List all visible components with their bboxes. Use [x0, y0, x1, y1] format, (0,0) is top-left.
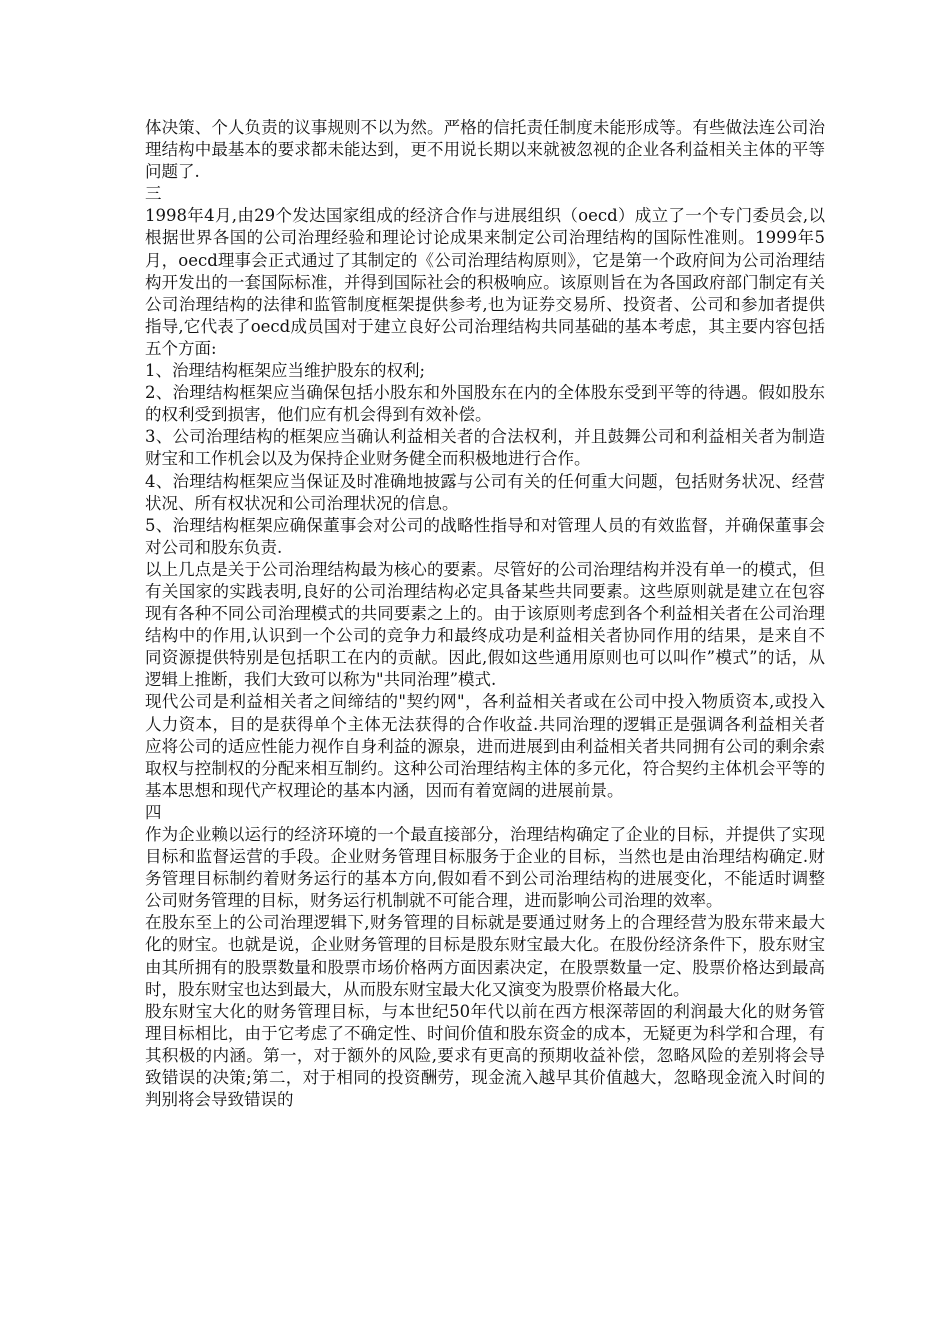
paragraph-governance-goals: 作为企业赖以运行的经济环境的一个最直接部分，治理结构确定了企业的目标，并提供了实现目标和监督运营的手段。企业财务管理目标服务于企业的目标，当然也是由治理结构确定.财务管理目标制约着财务运行的基本方向,假如看不到公司治理结构的进展变化，不能适时调整公司财务管理的目标，财务运行机制就不可能合理，进而影响公司治理的效率。 [145, 825, 825, 911]
paragraph-intro-continuation: 体决策、个人负责的议事规则不以为然。严格的信托责任制度未能形成等。有些做法连公司治理结构中最基本的要求都未能达到，更不用说长期以来就被忽视的企业各利益相关主体的平等问题了. [145, 118, 825, 182]
paragraph-contract-network: 现代公司是利益相关者之间缔结的"契约网"，各利益相关者或在公司中投入物质资本,或投入人力资本，目的是获得单个主体无法获得的合作收益.共同治理的逻辑正是强调各利益相关者应将公司的适应性能力视作自身利益的源泉，进而进展到由利益相关者共同拥有公司的剩余索取权与控制权的分配来相互制约。这种公司治理结构主体的多元化，符合契约主体机会平等的基本思想和现代产权理论的基本内涵，因而有着宽阔的进展前景。 [145, 692, 825, 800]
list-item-1: 1、治理结构框架应当维护股东的权利; [145, 361, 426, 381]
list-item-4: 4、治理结构框架应当保证及时准确地披露与公司有关的任何重大问题，包括财务状况、经营状况、所有权状况和公司治理状况的信息。 [145, 471, 825, 513]
section-heading-three: 三 [145, 184, 162, 204]
list-item-2: 2、治理结构框架应当确保包括小股东和外国股东在内的全体股东受到平等的待遇。假如股东的权利受到损害，他们应有机会得到有效补偿。 [145, 383, 825, 425]
list-item-3: 3、公司治理结构的框架应当确认利益相关者的合法权利，并且鼓舞公司和利益相关者为制造财宝和工作机会以及为保持企业财务健全而积极地进行合作。 [145, 427, 825, 469]
paragraph-core-elements: 以上几点是关于公司治理结构最为核心的要素。尽管好的公司治理结构并没有单一的模式，但有关国家的实践表明,良好的公司治理结构必定具备某些共同要素。这些原则就是建立在包容现有各种不同公司治理模式的共同要素之上的。由于该原则考虑到各个利益相关者在公司治理结构中的作用,认识到一个公司的竞争力和最终成功是利益相关者协同作用的结果，是来自不同资源提供特别是包括职工在内的贡献。因此,假如这些通用原则也可以叫作”模式”的话，从逻辑上推断，我们大致可以称为"共同治理”模式. [145, 559, 825, 690]
document-page [145, 117, 825, 1111]
list-item-5: 5、治理结构框架应确保董事会对公司的战略性指导和对管理人员的有效监督，并确保董事会对公司和股东负责. [145, 515, 825, 557]
section-heading-four: 四 [145, 802, 162, 822]
paragraph-shareholder-wealth: 在股东至上的公司治理逻辑下,财务管理的目标就是要通过财务上的合理经营为股东带来最大化的财宝。也就是说，企业财务管理的目标是股东财宝最大化。在股份经济条件下，股东财宝由其所拥有的股票数量和股票市场价格两方面因素决定，在股票数量一定、股票价格达到最高时，股东财宝也达到最大，从而股东财宝最大化又演变为股票价格最大化。 [145, 913, 825, 999]
paragraph-oecd-principles: 1998年4月,由29个发达国家组成的经济合作与进展组织（oecd）成立了一个专门委员会,以根据世界各国的公司治理经验和理论讨论成果来制定公司治理结构的国际性准则。1999年5月，oecd理事会正式通过了其制定的《公司治理结构原则》，它是第一个政府间为公司治理结构开发出的一套国际标准，并得到国际社会的积极响应。该原则旨在为各国政府部门制定有关公司治理结构的法律和监管制度框架提供参考,也为证券交易所、投资者、公司和参加者提供指导,它代表了oecd成员国对于建立良好公司治理结构共同基础的基本考虑，其主要内容包括五个方面: [145, 206, 825, 358]
paragraph-wealth-maximization: 股东财宝大化的财务管理目标，与本世纪50年代以前在西方根深蒂固的利润最大化的财务管理目标相比，由于它考虑了不确定性、时间价值和股东资金的成本，无疑更为科学和合理，有其积极的内涵。第一，对于额外的风险,要求有更高的预期收益补偿，忽略风险的差别将会导致错误的决策;第二，对于相同的投资酬劳，现金流入越早其价值越大，忽略现金流入时间的判别将会导致错误的 [145, 1001, 825, 1110]
